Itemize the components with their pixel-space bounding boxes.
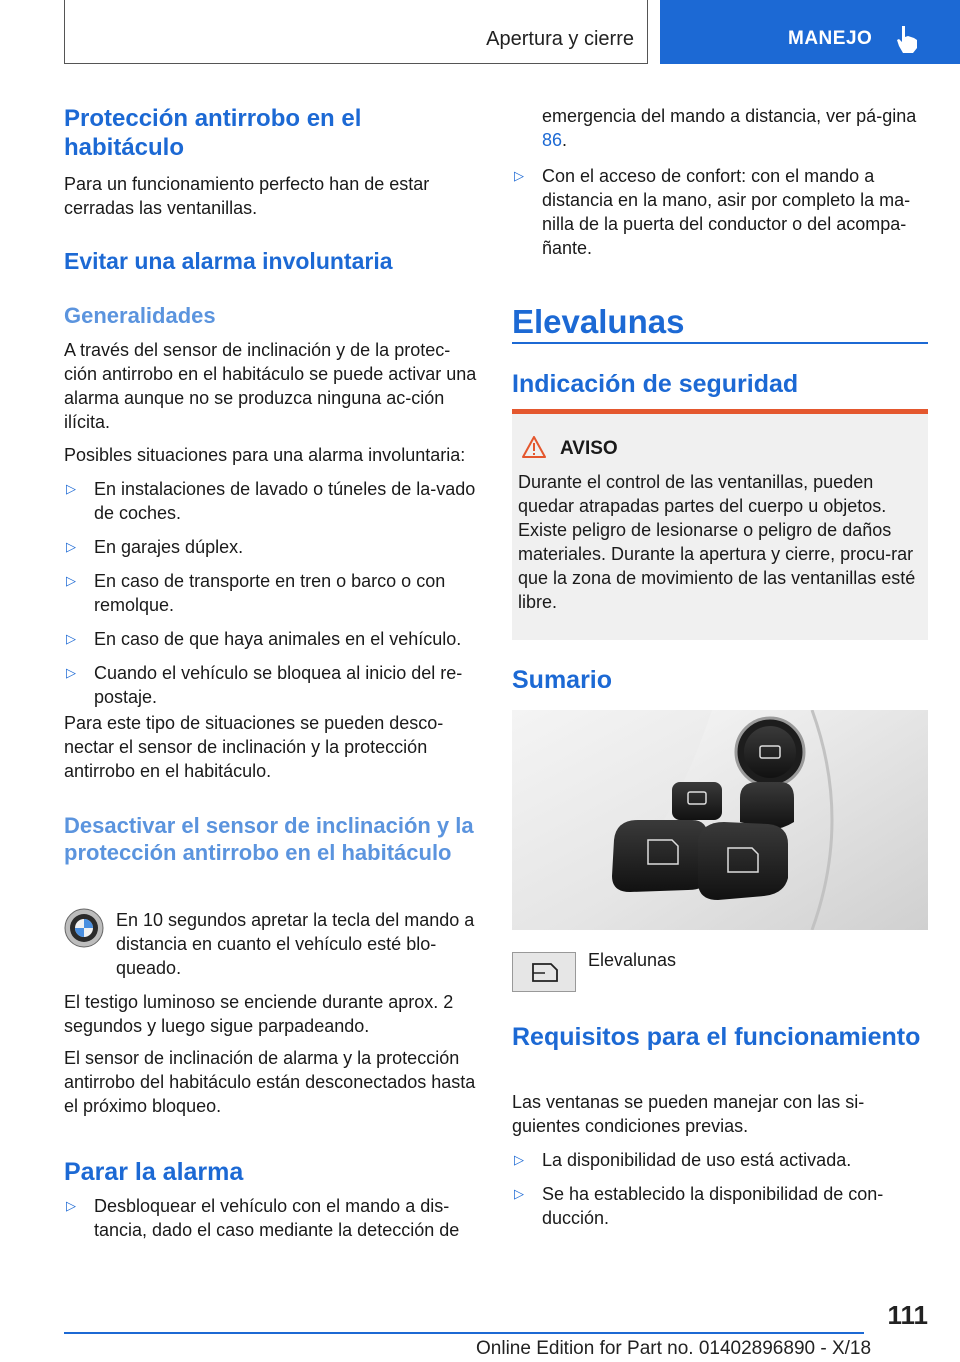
window-switch-symbol-thumbnail [512,952,576,992]
triangle-bullet-icon: ▷ [66,665,76,680]
triangle-bullet-icon: ▷ [514,168,524,183]
heading-proteccion-text: Protección antirrobo en el habitáculo [64,105,362,161]
triangle-bullet-icon: ▷ [514,1152,524,1167]
list-item: ▷ En garajes dúplex. [66,537,244,557]
header-chapter-tab[interactable] [660,0,960,64]
heading-proteccion [64,104,480,162]
paragraph-continuation: emergencia del mando a distancia, ver pá-gina 86. [542,106,917,150]
heading-evitar-alarma: Evitar una alarma involuntaria [64,248,393,274]
heading-elevalunas: Elevalunas [512,303,685,340]
list-item: ▷ En caso de transporte en tren o barco o con remolque. [66,571,446,615]
list-item: ▷ Desbloquear el vehículo con el mando a dis-tancia, dado el caso mediante la detección de [66,1196,460,1240]
paragraph-key-line1: En 10 segundos apretar la tecla del mando a distancia en cuanto el vehículo esté blo-queado. [116,910,475,978]
warning-title: AVISO [560,438,618,459]
paragraph-testigo: El testigo luminoso se enciende durante aprox. 2 segundos y luego sigue parpadeando. [64,992,454,1036]
window-switch-photo [512,710,928,930]
paragraph-sensor: El sensor de inclinación de alarma y la protección antirrobo del habitáculo están desconectados hasta el próximo bloqueo. [64,1048,476,1116]
header-section-title: Apertura y cierre [486,28,634,50]
triangle-bullet-icon: ▷ [66,481,76,496]
list-situaciones [64,477,480,709]
paragraph-posibles: Posibles situaciones para una alarma involuntaria: [64,445,466,465]
warning-box [512,414,928,640]
list-requisitos [512,1148,928,1230]
paragraph-para-este: Para este tipo de situaciones se pueden desco-nectar el sensor de inclinación y la protección antirrobo en el habitáculo. [64,713,444,781]
triangle-bullet-icon: ▷ [514,1186,524,1201]
triangle-bullet-icon: ▷ [66,573,76,588]
list-item: ▷ Cuando el vehículo se bloquea al inicio del re-postaje. [66,663,463,707]
heading-sumario: Sumario [512,666,613,694]
remote-lock-key-icon [64,908,104,948]
triangle-bullet-icon: ▷ [66,1198,76,1213]
list-item: ▷ En instalaciones de lavado o túneles de la-vado de coches. [66,479,476,523]
heading-parar-alarma: Parar la alarma [64,1158,244,1186]
window-symbol-icon [513,953,575,991]
footer-rule [64,1332,864,1334]
header-chapter-label: MANEJO [788,28,873,49]
heading-indicacion: Indicación de seguridad [512,370,799,398]
section-divider [512,342,928,344]
paragraph-requisitos: Las ventanas se pueden manejar con las si-guientes condiciones previas. [512,1092,865,1136]
paragraph-proteccion: Para un funcionamiento perfecto han de estar cerradas las ventanillas. [64,174,430,218]
list-item: ▷ Se ha establecido la disponibilidad de con-ducción. [514,1184,884,1228]
page-header [0,0,960,66]
page-number: 111 [887,1300,928,1330]
heading-desactivar: Desactivar el sensor de inclinación y la protección antirrobo en el habitáculo [64,813,474,865]
list-item: ▷ La disponibilidad de uso está activada. [514,1150,852,1170]
list-item: ▷ Con el acceso de confort: con el mando a distancia en la mano, asir por completo la ma-nilla de la puerta del conductor o del acompa-ñante. [514,166,911,258]
heading-requisitos: Requisitos para el funcionamiento [512,1023,921,1051]
triangle-bullet-icon: ▷ [66,539,76,554]
list-item: ▷ En caso de que haya animales en el vehículo. [66,629,462,649]
page-reference-link[interactable]: 86 [542,130,563,150]
triangle-bullet-icon: ▷ [66,631,76,646]
paragraph-generalidades: A través del sensor de inclinación y de la protec-ción antirrobo en el habitáculo se puede activar una alarma aunque no se produzca ninguna ac-ción ilícita. [64,340,477,432]
warning-text: Durante el control de las ventanillas, pueden quedar atrapadas partes del cuerpo u objetos. Existe peligro de lesionarse o peligro de daños materiales. Durante la apertura y cierre, procu-rar que la zona de movimiento de las ventanillas esté libre. [518,472,916,612]
pointing-hand-icon [894,24,920,54]
heading-generalidades: Generalidades [64,303,216,328]
footer-edition: Online Edition for Part no. 01402896890 - X/18 [476,1338,872,1359]
photo-caption: Elevalunas [588,950,677,970]
window-switch-illustration [512,710,928,930]
warning-triangle-icon [522,436,546,458]
